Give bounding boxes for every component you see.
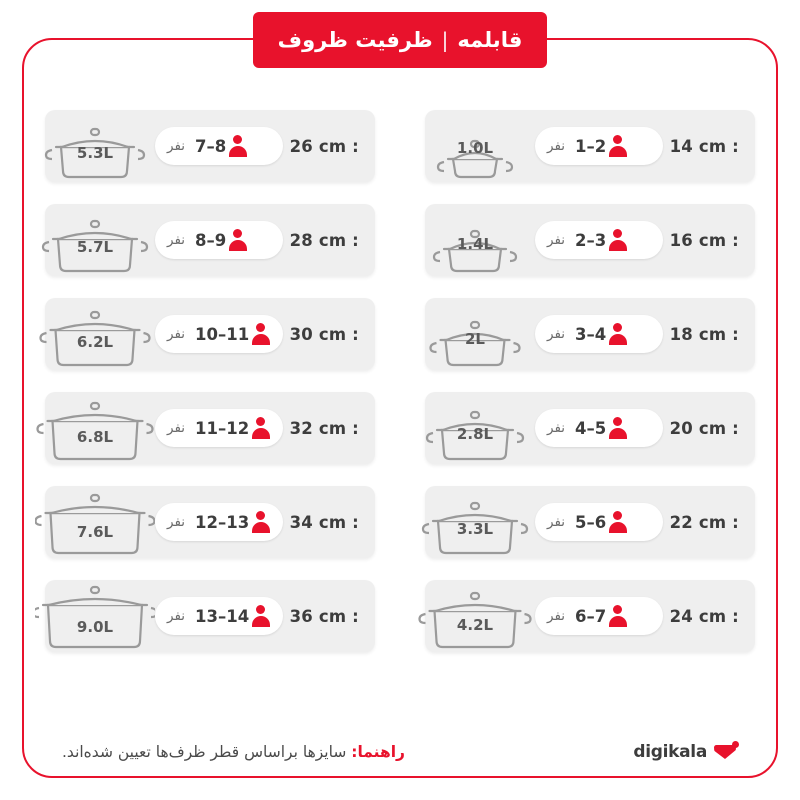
capacity-row bbox=[45, 486, 375, 558]
footer-note bbox=[62, 743, 405, 761]
servings-unit-label: نفر bbox=[167, 420, 186, 436]
pot-diameter-label: 22 cm : bbox=[669, 512, 739, 532]
servings-unit-label: نفر bbox=[547, 326, 566, 342]
pot-volume-label: 6.2L bbox=[76, 333, 114, 351]
servings-unit-label: نفر bbox=[167, 326, 186, 342]
servings-pill bbox=[155, 503, 283, 541]
pot-diameter-label: 18 cm : bbox=[669, 324, 739, 344]
servings-pill bbox=[535, 597, 663, 635]
servings-pill bbox=[155, 127, 283, 165]
person-icon bbox=[608, 604, 628, 628]
title-left-part: ظرفیت ظروف bbox=[277, 28, 433, 52]
pot-diameter-label: 26 cm : bbox=[289, 136, 359, 156]
servings-count: 5–6 bbox=[575, 512, 607, 532]
servings-pill bbox=[155, 409, 283, 447]
pot-icon bbox=[35, 110, 155, 182]
servings-unit-label: نفر bbox=[547, 420, 566, 436]
footer-note-text: سایزها براساس قطر ظرف‌ها تعیین شده‌اند. bbox=[62, 743, 352, 761]
pot-volume-label: 1.4L bbox=[456, 235, 494, 253]
servings-pill bbox=[535, 315, 663, 353]
person-icon bbox=[251, 604, 271, 628]
person-icon bbox=[228, 134, 248, 158]
servings-count: 8–9 bbox=[195, 230, 227, 250]
servings-pill bbox=[535, 409, 663, 447]
person-icon bbox=[251, 510, 271, 534]
pot-volume-label: 6.8L bbox=[76, 428, 114, 446]
capacity-row bbox=[425, 110, 755, 182]
pot-icon bbox=[415, 580, 535, 652]
digikala-logo bbox=[633, 740, 738, 764]
pot-icon bbox=[35, 204, 155, 276]
servings-count: 6–7 bbox=[575, 606, 607, 626]
capacity-row bbox=[425, 486, 755, 558]
pot-volume-label: 3.3L bbox=[456, 520, 494, 538]
pot-icon bbox=[415, 298, 535, 370]
pot-volume-label: 2.8L bbox=[456, 425, 494, 443]
rows-column-left bbox=[45, 110, 375, 674]
person-icon bbox=[228, 228, 248, 252]
person-icon bbox=[608, 134, 628, 158]
pot-icon bbox=[415, 486, 535, 558]
servings-count: 2–3 bbox=[575, 230, 607, 250]
person-icon bbox=[608, 416, 628, 440]
servings-pill bbox=[155, 315, 283, 353]
servings-pill bbox=[535, 127, 663, 165]
pot-icon bbox=[35, 486, 155, 558]
pot-icon bbox=[35, 392, 155, 464]
pot-diameter-label: 30 cm : bbox=[289, 324, 359, 344]
servings-unit-label: نفر bbox=[547, 232, 566, 248]
servings-unit-label: نفر bbox=[167, 514, 186, 530]
servings-unit-label: نفر bbox=[547, 138, 566, 154]
servings-count: 11–12 bbox=[195, 418, 250, 438]
capacity-row bbox=[425, 392, 755, 464]
servings-count: 7–8 bbox=[195, 136, 227, 156]
pot-diameter-label: 34 cm : bbox=[289, 512, 359, 532]
pot-volume-label: 2L bbox=[465, 330, 485, 348]
capacity-row bbox=[425, 580, 755, 652]
servings-count: 4–5 bbox=[575, 418, 607, 438]
footer bbox=[22, 732, 778, 772]
capacity-row bbox=[45, 580, 375, 652]
pot-volume-label: 5.7L bbox=[76, 238, 114, 256]
pot-diameter-label: 14 cm : bbox=[669, 136, 739, 156]
pot-diameter-label: 16 cm : bbox=[669, 230, 739, 250]
digikala-wordmark: digikala bbox=[633, 742, 707, 762]
capacity-row bbox=[45, 392, 375, 464]
servings-count: 10–11 bbox=[195, 324, 250, 344]
title-separator: | bbox=[441, 28, 449, 52]
title-banner bbox=[253, 12, 547, 68]
servings-pill bbox=[535, 221, 663, 259]
person-icon bbox=[608, 510, 628, 534]
person-icon bbox=[608, 228, 628, 252]
capacity-row bbox=[45, 204, 375, 276]
pot-volume-label: 7.6L bbox=[76, 523, 114, 541]
person-icon bbox=[251, 416, 271, 440]
pot-diameter-label: 32 cm : bbox=[289, 418, 359, 438]
person-icon bbox=[251, 322, 271, 346]
servings-unit-label: نفر bbox=[547, 608, 566, 624]
pot-diameter-label: 28 cm : bbox=[289, 230, 359, 250]
servings-unit-label: نفر bbox=[547, 514, 566, 530]
servings-pill bbox=[535, 503, 663, 541]
servings-count: 1–2 bbox=[575, 136, 607, 156]
footer-note-lead: راهنما: bbox=[351, 743, 405, 761]
capacity-row bbox=[45, 110, 375, 182]
servings-count: 3–4 bbox=[575, 324, 607, 344]
pot-icon bbox=[35, 580, 155, 652]
person-icon bbox=[608, 322, 628, 346]
capacity-row bbox=[425, 298, 755, 370]
pot-icon bbox=[35, 298, 155, 370]
title-right-part: قابلمه bbox=[457, 28, 523, 52]
pot-volume-label: 4.2L bbox=[456, 616, 494, 634]
capacity-row bbox=[45, 298, 375, 370]
servings-unit-label: نفر bbox=[167, 608, 186, 624]
pot-volume-label: 1.0L bbox=[456, 139, 494, 157]
servings-unit-label: نفر bbox=[167, 138, 186, 154]
pot-icon bbox=[415, 392, 535, 464]
pot-diameter-label: 24 cm : bbox=[669, 606, 739, 626]
pot-diameter-label: 36 cm : bbox=[289, 606, 359, 626]
capacity-row bbox=[425, 204, 755, 276]
pot-diameter-label: 20 cm : bbox=[669, 418, 739, 438]
servings-pill bbox=[155, 221, 283, 259]
servings-count: 12–13 bbox=[195, 512, 250, 532]
pot-icon bbox=[415, 110, 535, 182]
servings-count: 13–14 bbox=[195, 606, 250, 626]
pot-volume-label: 5.3L bbox=[76, 144, 114, 162]
pot-icon bbox=[415, 204, 535, 276]
rows-column-right bbox=[425, 110, 755, 674]
pot-volume-label: 9.0L bbox=[76, 618, 114, 636]
digikala-mark-icon bbox=[714, 740, 738, 764]
servings-unit-label: نفر bbox=[167, 232, 186, 248]
servings-pill bbox=[155, 597, 283, 635]
